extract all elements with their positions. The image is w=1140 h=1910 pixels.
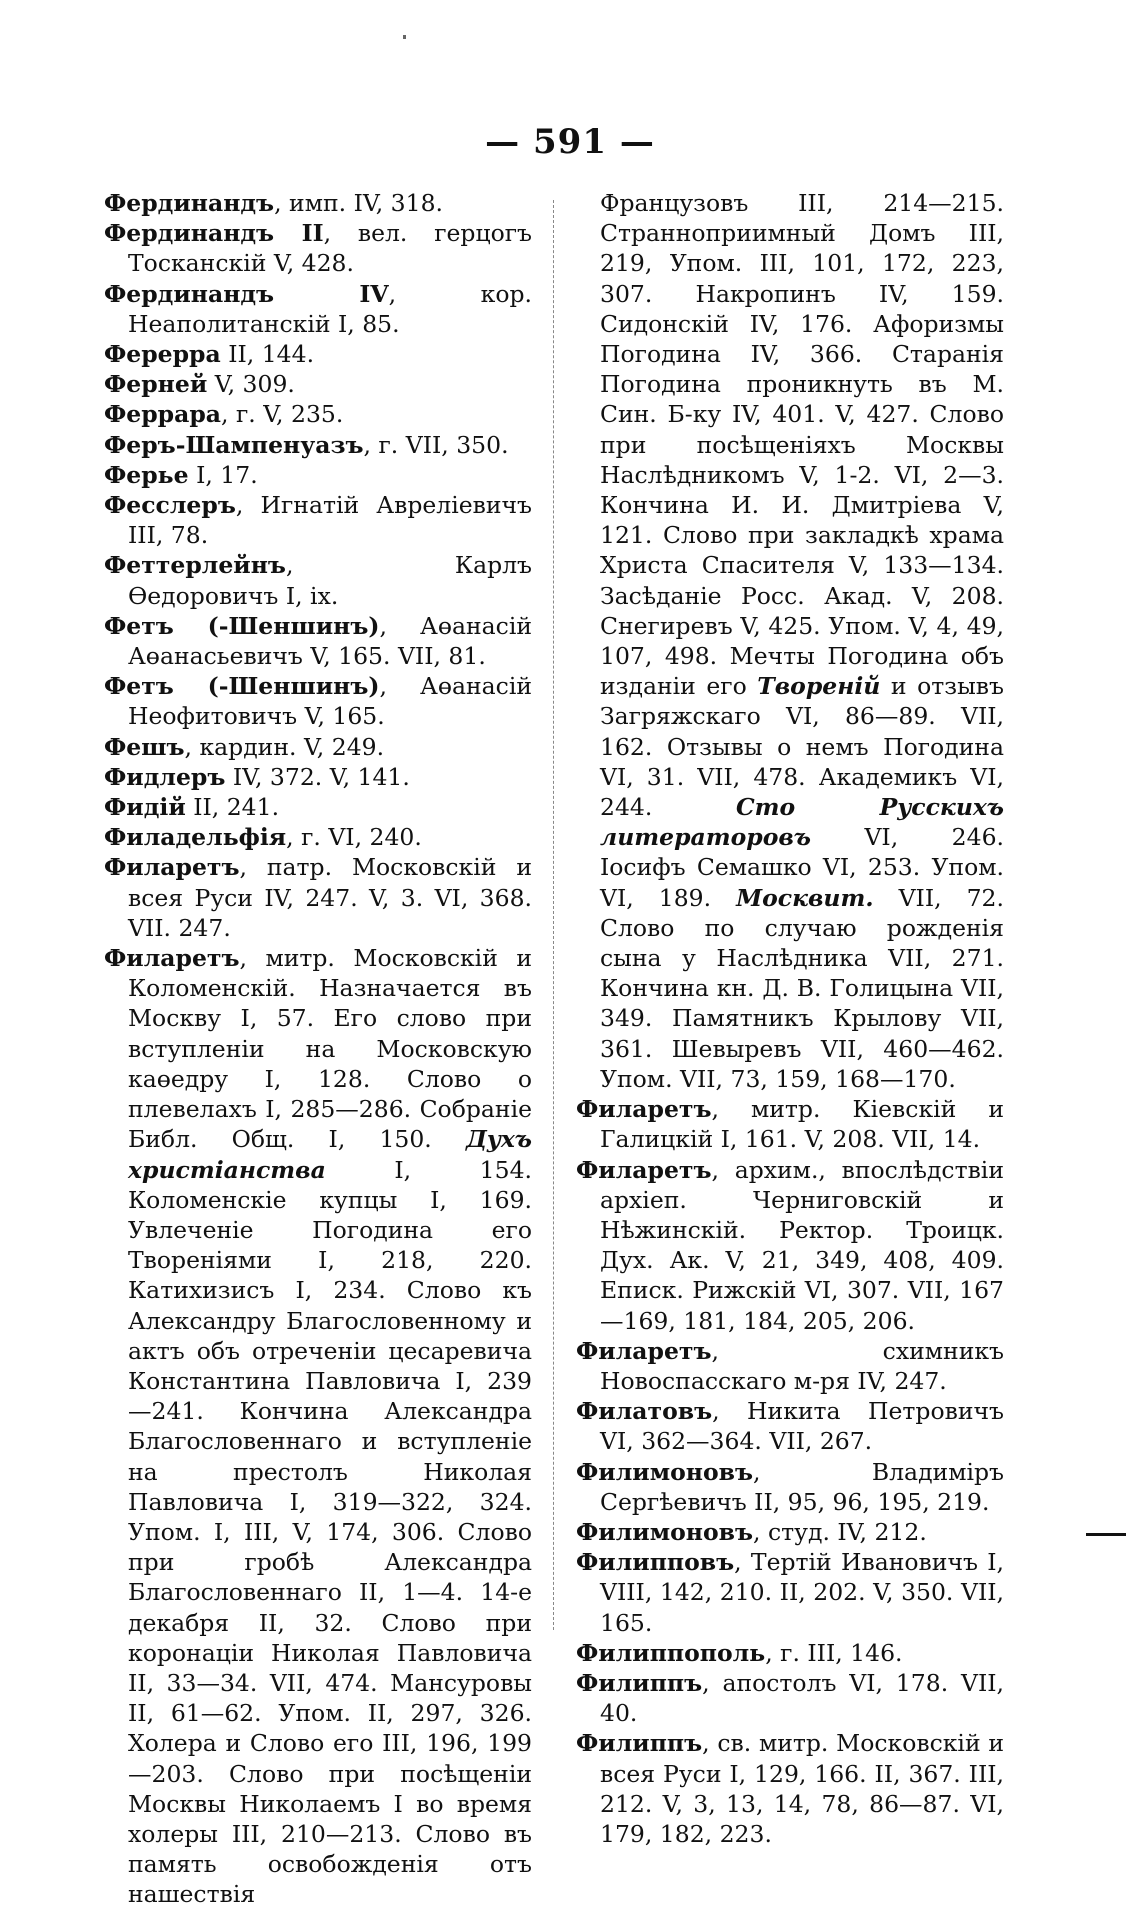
index-entry: Фидлеръ IV, 372. V, 141. — [104, 762, 410, 791]
index-entry: Фереррa II, 144. — [104, 340, 315, 369]
index-entry: Фердинандъ IV, кор. Неаполитанскій I, 85. — [104, 279, 532, 338]
index-entry: Ферье I, 17. — [104, 460, 258, 489]
index-entry: Фесслеръ, Игнатій Авреліевичъ III, 78. — [104, 491, 532, 550]
index-entry: Филиппъ, апостолъ VI, 178. VII, 40. — [576, 1668, 1004, 1728]
index-entry: Филимоновъ, Владиміръ Сергѣевичъ II, 95, 96, 195, 219. — [576, 1457, 1004, 1516]
index-entry: Фешъ, кардин. V, 249. — [104, 732, 385, 761]
index-entry: Феттерлейнъ, Карлъ Өедоровичъ I, ix. — [104, 551, 532, 610]
column-divider — [553, 200, 554, 1630]
page-number: — 591 — — [485, 122, 655, 162]
index-entry: Ферней V, 309. — [104, 370, 295, 399]
index-entry: Фидій II, 241. — [104, 793, 280, 822]
index-entry: Филиппъ, св. митр. Московскій и всея Руси I, 129, 166. II, 367. III, 212. V, 3, 13, 14, 78, 86—87. VI, 179, 182, 223. — [576, 1729, 1004, 1848]
index-entry: Фердинандъ, имп. IV, 318. — [104, 189, 443, 217]
index-entry: Филаретъ, схимникъ Новоспасскаго м-ря IV, 247. — [576, 1336, 1004, 1395]
right-column — [576, 188, 1004, 1849]
index-entry: Фетъ (-Шеншинъ), Аөанасій Аөанасьевичъ V, 165. VII, 81. — [104, 611, 532, 671]
print-speck — [403, 35, 406, 39]
continued-entry: Французовъ III, 214—215. Странноприимный Домъ III, 219, Упом. III, 101, 172, 223, 307. Накропинъ IV, 159. Сидонскій IV, 176. Афоризмы Погодина IV, 366. Старанія Погодина проникнуть въ М. Син. Б-ку IV, 401. V, 427. Слово при посѣщеніяхъ Москвы Наслѣдникомъ V, 1-2. VI, 2—3. Кончина И. И. Дмитріева V, 121. Слово при закладкѣ храма Христа Спасителя V, 133—134. Засѣданіе Росс. Акад. V, 208. Снегиревъ V, 425. Упом. V, 4, 49, 107, 498. Мечты Погодина объ изданіи его Твореній и отзывъ Загряжскаго VI, 86—89. VII, 162. Отзывы о немъ Погодина VI, 31. VII, 478. Академикъ VI, 244. Сто Русскихъ литераторовъ VI, 246. Іосифъ Семашко VI, 253. Упом. VI, 189. Москвит. VII, 72. Слово по случаю рожденія сына у Наслѣдника VII, 271. Кончина кн. Д. В. Голицына VII, 349. Памятникъ Крылову VII, 361. Шевыревъ VII, 460—462. Упом. VII, 73, 159, 168—170. — [600, 189, 1004, 1093]
index-entry: Феррара, г. V, 235. — [104, 400, 344, 429]
index-entry: Филадельфія, г. VI, 240. — [104, 823, 422, 852]
index-entry: Филипповъ, Тертій Ивановичъ I, VIII, 142, 210. II, 202. V, 350. VII, 165. — [576, 1548, 1004, 1637]
index-entry: Филиппополь, г. III, 146. — [576, 1638, 903, 1667]
index-entry: Филатовъ, Никита Петровичъ VI, 362—364. VII, 267. — [576, 1397, 1004, 1456]
index-entry: Филаретъ, митр. Кіевскій и Галицкій I, 161. V, 208. VII, 14. — [576, 1095, 1004, 1154]
index-entry: Фердинандъ II, вел. герцогъ Тосканскій V, 428. — [104, 219, 532, 278]
index-entry: Фетъ (-Шеншинъ), Аөанасій Неофитовичъ V, 165. — [104, 672, 532, 731]
index-entry: Филаретъ, патр. Московскій и всея Руси IV, 247. V, 3. VI, 368. VII. 247. — [104, 853, 532, 942]
printer-mark — [1086, 1533, 1126, 1536]
index-entry: Филимоновъ, студ. IV, 212. — [576, 1517, 927, 1546]
index-entry: Филаретъ, архим., впослѣдствіи архіеп. Черниговскій и Нѣжинскій. Ректор. Троицк. Дух. Ак. V, 21, 349, 408, 409. Епиcк. Рижскій VI, 307. VII, 167—169, 181, 184, 205, 206. — [576, 1155, 1004, 1335]
index-entry-filaret-moscow: Филаретъ, митр. Московскій и Коломенскій. Назначается въ Москву I, 57. Его слово при вступленіи на Московскую каөедру I, 128. Слово о плевелахъ I, 285—286. Собраніе Библ. Общ. I, 150. Духъ христіанства I, 154. Коломенскіе купцы I, 169. Увлеченіе Погодина его Твореніями I, 218, 220. Катихизисъ I, 234. Слово къ Александру Благословенному и актъ объ отреченіи цесаревича Константина Павловича I, 239—241. Кончина Александра Благословеннаго и вступленіе на престолъ Николая Павловича I, 319—322, 324. Упом. I, III, V, 174, 306. Слово при гробѣ Александра Благословеннаго II, 1—4. 14-е декабря II, 32. Слово при коронаціи Николая Павловича II, 33—34. VII, 474. Мансуровы II, 61—62. Упом. II, 297, 326. Холера и Слово его III, 196, 199—203. Слово при посѣщеніи Москвы Николаемъ I во время холеры III, 210—213. Слово въ память освобожденія отъ нашествія — [104, 944, 532, 1909]
left-column — [104, 188, 532, 1910]
index-entry: Феръ-Шампенуазъ, г. VII, 350. — [104, 430, 509, 459]
